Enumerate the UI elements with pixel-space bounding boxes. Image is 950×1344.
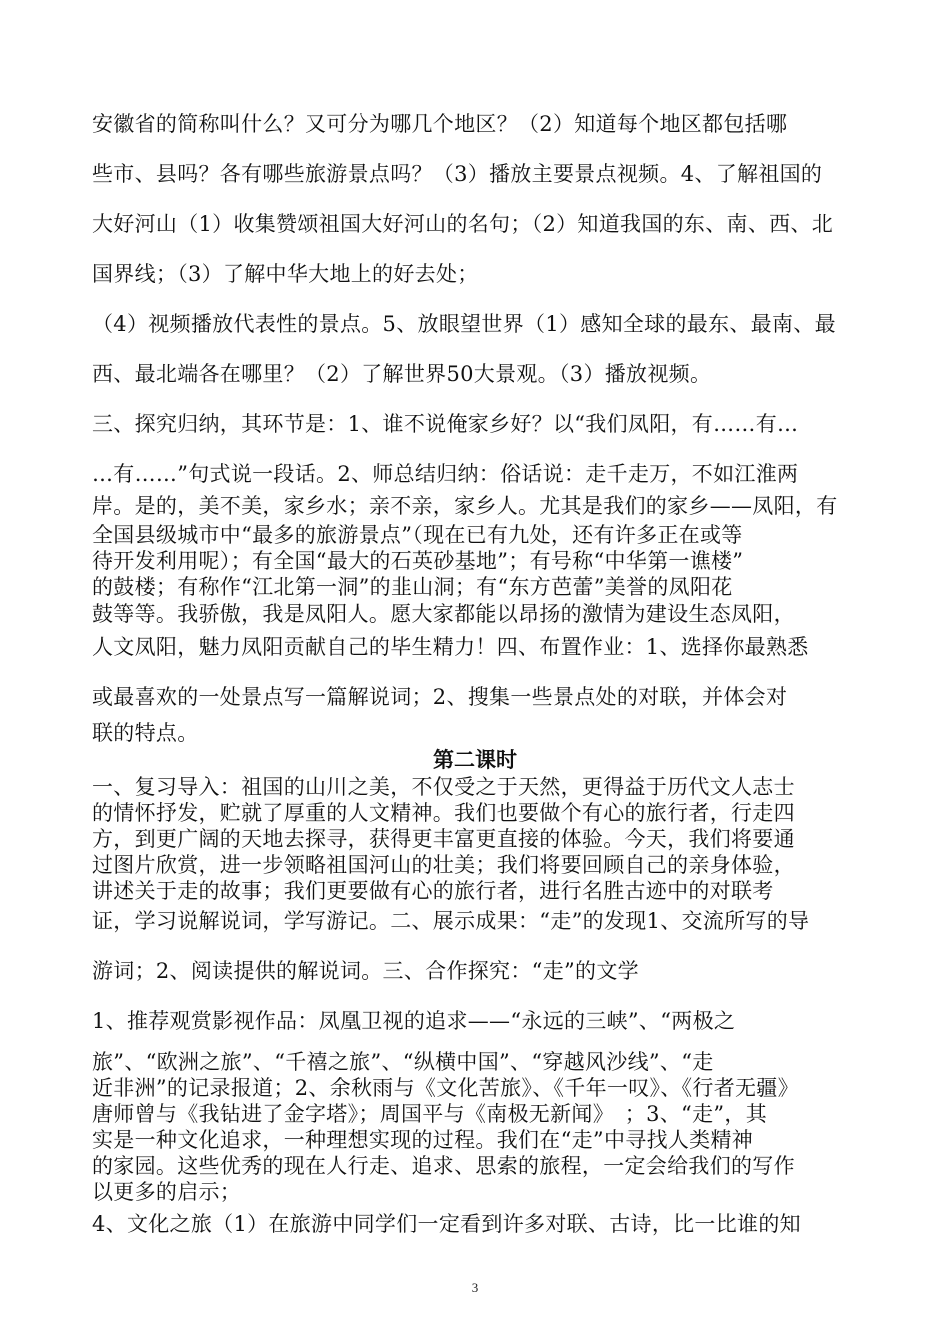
text-line: 一、复习导入：祖国的山川之美，不仅受之于天然，更得益于历代文人志士 <box>92 775 795 799</box>
text-line: 三、探究归纳，其环节是：1、谁不说俺家乡好？以“我们凤阳，有……有… <box>92 412 799 436</box>
text-line: 旅”、“欧洲之旅”、“千禧之旅”、“纵横中国”、“穿越风沙线”、“走 <box>92 1050 714 1074</box>
text-line: 证，学习说解说词，学写游记。二、展示成果：“走”的发现1、交流所写的导 <box>92 909 810 933</box>
text-line: 大好河山（1）收集赞颂祖国大好河山的名句；（2）知道我国的东、南、西、北 <box>92 212 834 236</box>
text-line: 4、文化之旅（1）在旅游中同学们一定看到许多对联、古诗，比一比谁的知 <box>92 1212 801 1236</box>
text-line: 安徽省的简称叫什么？又可分为哪几个地区？（2）知道每个地区都包括哪 <box>92 112 788 136</box>
text-line: 西、最北端各在哪里？（2）了解世界50大景观。（3）播放视频。 <box>92 362 712 386</box>
text-line: …有……”句式说一段话。2、师总结归纳：俗话说：走千走万，不如江淮两 <box>92 462 799 486</box>
page-number: 3 <box>471 1280 479 1295</box>
text-line: 人文凤阳，魅力凤阳贡献自己的毕生精力！四、布置作业：1、选择你最熟悉 <box>92 635 809 659</box>
section-heading: 第二课时 <box>433 748 517 772</box>
text-line: 唐师曾与《我钻进了金字塔》；周国平与《南极无新闻》 ；3、“走”，其 <box>92 1102 768 1126</box>
text-line: 鼓等等。我骄傲，我是凤阳人。愿大家都能以昂扬的激情为建设生态凤阳， <box>92 602 795 626</box>
text-line: 全国县级城市中“最多的旅游景点”（现在已有九处，还有许多正在或等 <box>92 523 743 547</box>
text-line: 的鼓楼；有称作“江北第一洞”的韭山洞；有“东方芭蕾”美誉的凤阳花 <box>92 575 733 599</box>
text-line: 岸。是的，美不美，家乡水；亲不亲，家乡人。尤其是我们的家乡——凤阳，有 <box>92 494 838 518</box>
text-line: 的家园。这些优秀的现在人行走、追求、思索的旅程，一定会给我们的写作 <box>92 1154 795 1178</box>
text-line: （4）视频播放代表性的景点。5、放眼望世界（1）感知全球的最东、最南、最 <box>92 312 836 336</box>
text-line: 游词；2、阅读提供的解说词。三、合作探究：“走”的文学 <box>92 959 639 983</box>
text-line: 些市、县吗？各有哪些旅游景点吗？（3）播放主要景点视频。4、了解祖国的 <box>92 162 823 186</box>
text-line: 或最喜欢的一处景点写一篇解说词；2、搜集一些景点处的对联，并体会对 <box>92 685 788 709</box>
text-line: 1、推荐观赏影视作品：凤凰卫视的追求——“永远的三峡”、“两极之 <box>92 1009 736 1033</box>
text-line: 方，到更广阔的天地去探寻，获得更丰富更直接的体验。今天，我们将要通 <box>92 827 795 851</box>
text-line: 过图片欣赏，进一步领略祖国河山的壮美；我们将要回顾自己的亲身体验， <box>92 853 795 877</box>
text-line: 讲述关于走的故事；我们更要做有心的旅行者，进行名胜古迹中的对联考 <box>92 879 774 903</box>
text-line: 待开发利用呢）；有全国“最大的石英砂基地”；有号称“中华第一谯楼” <box>92 549 744 573</box>
text-line: 实是一种文化追求，一种理想实现的过程。我们在“走”中寻找人类精神 <box>92 1128 754 1152</box>
text-line: 联的特点。 <box>92 721 199 745</box>
text-line: 以更多的启示； <box>92 1180 242 1204</box>
text-line: 国界线；（3）了解中华大地上的好去处； <box>92 262 479 286</box>
text-line: 近非洲”的记录报道；2、余秋雨与《文化苦旅》、《千年一叹》、《行者无疆》 <box>92 1076 799 1100</box>
text-line: 的情怀抒发，贮就了厚重的人文精神。我们也要做个有心的旅行者，行走四 <box>92 801 795 825</box>
